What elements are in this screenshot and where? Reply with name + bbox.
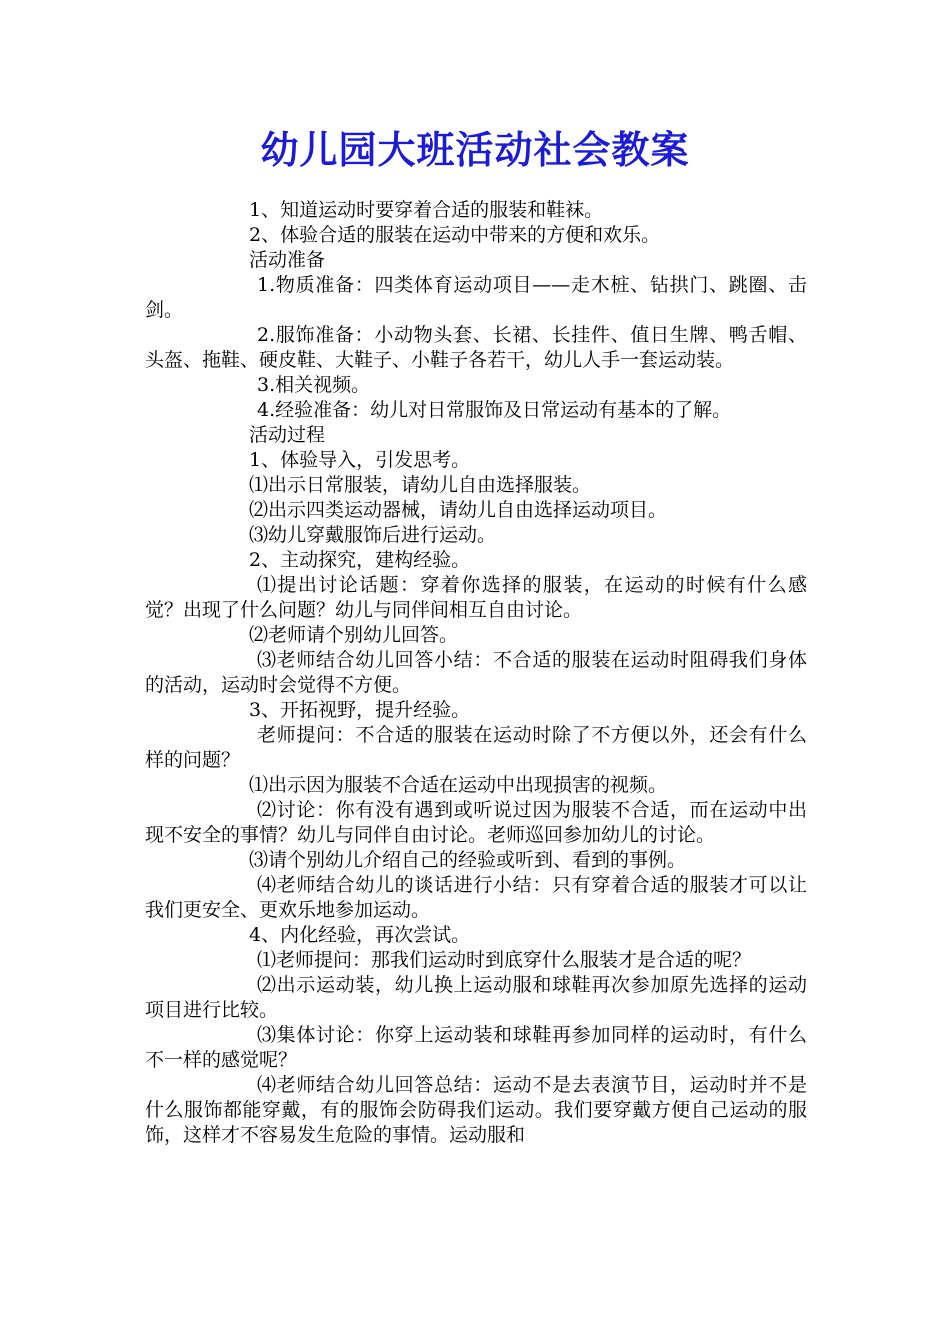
paragraph: ⑵讨论：你有没有遇到或听说过因为服装不合适，而在运动中出现不安全的事情？幼儿与同伴自由讨论。老师巡回参加幼儿的讨论。 [145, 799, 807, 846]
paragraph: 2.服饰准备：小动物头套、长裙、长挂件、值日生牌、鸭舌帽、头盔、拖鞋、硬皮鞋、大鞋子、小鞋子各若干，幼儿人手一套运动装。 [145, 324, 807, 371]
document-body [145, 198, 807, 1148]
paragraph: ⑶集体讨论：你穿上运动装和球鞋再参加同样的运动时，有什么不一样的感觉呢？ [145, 1024, 807, 1071]
paragraph: 4.经验准备：幼儿对日常服饰及日常运动有基本的了解。 [257, 399, 732, 421]
paragraph: 2、主动探究，建构经验。 [249, 549, 471, 571]
paragraph: ⑶请个别幼儿介绍自己的经验或听到、看到的事例。 [249, 849, 687, 871]
paragraph: ⑶老师结合幼儿回答小结：不合适的服装在运动时阻碍我们身体的活动，运动时会觉得不方便。 [145, 649, 807, 696]
paragraph: 3、开拓视野，提升经验。 [249, 699, 471, 721]
paragraph: 1、知道运动时要穿着合适的服装和鞋袜。 [249, 199, 604, 221]
paragraph: ⑴出示日常服装，请幼儿自由选择服装。 [249, 474, 592, 496]
paragraph: 1、体验导入，引发思考。 [249, 449, 471, 471]
paragraph: ⑴提出讨论话题：穿着你选择的服装，在运动的时候有什么感觉？出现了什么问题？幼儿与同伴间相互自由讨论。 [145, 574, 807, 621]
paragraph: 3.相关视频。 [257, 374, 371, 396]
document-title: 幼儿园大班活动社会教案 [260, 127, 690, 172]
paragraph: ⑵出示运动装，幼儿换上运动服和球鞋再次参加原先选择的运动项目进行比较。 [145, 974, 807, 1021]
paragraph: ⑴老师提问：那我们运动时到底穿什么服装才是合适的呢？ [257, 949, 752, 971]
section-heading: 活动准备 [249, 249, 326, 271]
paragraph: ⑶幼儿穿戴服饰后进行运动。 [249, 524, 497, 546]
paragraph: 老师提问：不合适的服装在运动时除了不方便以外，还会有什么样的问题？ [145, 724, 807, 771]
paragraph: ⑷老师结合幼儿回答总结：运动不是去表演节目，运动时并不是什么服饰都能穿戴，有的服饰会防碍我们运动。我们要穿戴方便自己运动的服饰，这样才不容易发生危险的事情。运动服和 [145, 1074, 807, 1146]
paragraph: ⑴出示因为服装不合适在运动中出现损害的视频。 [249, 774, 668, 796]
paragraph: ⑵老师请个别幼儿回答。 [249, 624, 459, 646]
paragraph: ⑷老师结合幼儿的谈话进行小结：只有穿着合适的服装才可以让我们更安全、更欢乐地参加运动。 [145, 874, 807, 921]
section-heading: 活动过程 [249, 424, 326, 446]
paragraph: 2、体验合适的服装在运动中带来的方便和欢乐。 [249, 224, 661, 246]
paragraph: 1.物质准备：四类体育运动项目——走木桩、钻拱门、跳圈、击剑。 [145, 274, 807, 321]
paragraph: 4、内化经验，再次尝试。 [249, 924, 471, 946]
paragraph: ⑵出示四类运动器械，请幼儿自由选择运动项目。 [249, 499, 668, 521]
